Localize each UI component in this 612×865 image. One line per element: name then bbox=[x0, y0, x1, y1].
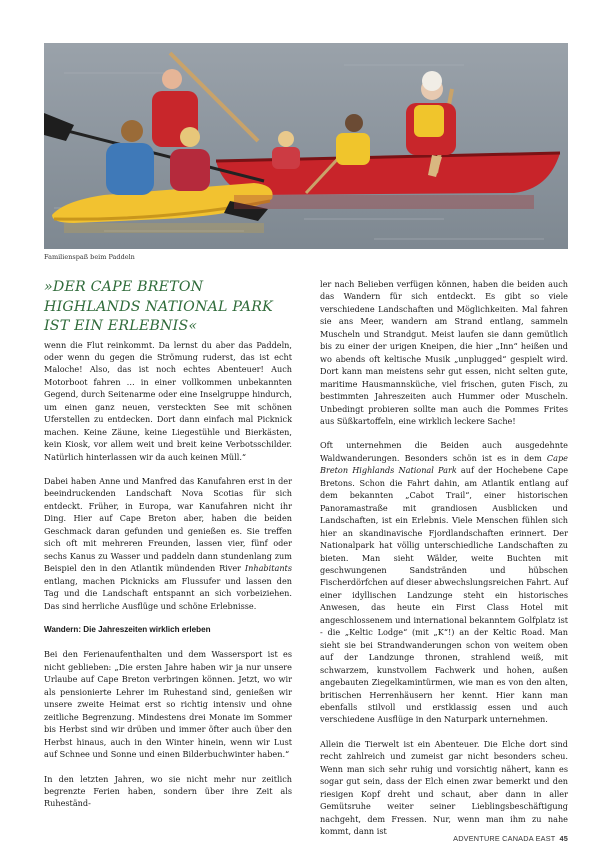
paragraph: In den letzten Jahren, wo sie nicht mehr nur zeitlich begrenzte Ferien haben, sondern über ihre Zeit als Ruheständ- bbox=[44, 773, 292, 809]
left-column bbox=[44, 278, 292, 822]
paragraph: Dabei haben Anne und Manfred das Kanufahren erst in der beeindruckenden Landschaft Nova Scotias für sich entdeckt. Früher, in Europa, war Kanufahren nicht ihr Ding. Hier auf Cape Breton aber, haben die beiden Geschmack daran gefunden und genießen es. Sie treffen sich oft mit mehreren Freunden, lassen vier, fünf oder sechs Kanus zu Wasser und paddeln dann stundenlang zum Beispiel den in den Atlantik mündenden River Inhabitants entlang, machen Picknicks am Flussufer und lassen den Tag und die Landschaft entspannt an sich vorbeiziehen. Das sind herrliche Ausflüge und schöne Erlebnisse. bbox=[44, 476, 292, 611]
paragraph: Bei den Ferienaufenthalten und dem Wassersport ist es nicht geblieben: „Die ersten Jahre haben wir ja nur unsere Urlaube auf Cape Breton verbringen können. Jetzt, wo wir als pensionierte Lehrer im Ruhestand sind, genießen wir unsere zweite Heimat erst so richtig intensiv und ohne zeitliche Begrenzung. Mindestens drei Monate im Sommer bis Herbst sind wir drüben und immer öfter auch über den Herbst hinaus, auch in den Winter hinein, wenn wir Lust auf Schnee und Sonne und einen Bilderbuchwinter haben.“ bbox=[44, 649, 292, 760]
paragraph: Allein die Tierwelt ist ein Abenteuer. Die Elche dort sind recht zahlreich und zumeist gar nicht besonders scheu. Wenn man sich sehr ruhig und vorsichtig nähert, kann es sogar gut sein, dass der Elch einen zwar bemerkt und den riesigen Kopf dreht und schaut, aber dann in aller Gemütsruhe weiter seiner Lieblingsbeschäftigung nachgeht, dem Fressen. Nur, wenn man ihm zu nahe kommt, dann ist bbox=[320, 738, 568, 837]
publication-name: ADVENTURE CANADA EAST bbox=[453, 834, 556, 843]
pull-quote: »DER CAPE BRETON HIGHLANDS NATIONAL PARK IST EIN ERLEBNIS« bbox=[44, 279, 273, 334]
paddling-photo bbox=[44, 43, 568, 249]
section-heading: Wandern: Die Jahreszeiten wirklich erleben bbox=[44, 625, 211, 635]
page-number: 45 bbox=[559, 834, 568, 843]
page-footer bbox=[453, 834, 568, 843]
paragraph: wenn die Flut reinkommt. Da lernst du aber das Paddeln, oder wenn du gegen die Strömung ruderst, das ist echt Maloche! Also, das ist noch echtes Abenteuer! Auch Motorboot fahren … in einer vollkommen unbekannten Gegend, durch Seitenarme oder eine Inselgruppe hindurch, um einen ganz neuen, versteckten See mit schönen Uferstellen zu entdecken. Dort dann einfach mal Picknick machen. Keine Zäune, keine Liegestühle und Bierkästen, kein Kiosk, vor allem weit und breit keine Verbotsschilder. Natürlich hinterlassen wir da auch keinen Müll.“ bbox=[44, 339, 292, 462]
paragraph: Oft unternehmen die Beiden auch ausgedehnte Waldwanderungen. Besonders schön ist es in dem Cape Breton Highlands National Park auf der Hochebene Cape Bretons. Schon die Fahrt dahin, am Atlantik entlang auf dem bekannten „Cabot Trail“, einer historischen Panoramastraße mit grandiosen Ausblicken und Landschaften, ist ein Erlebnis. Viele Menschen fühlen sich hier an skandinavische Fjordlandschaften erinnert. Der Nationalpark hat völlig unterschiedliche Landschaften zu bieten. Man sieht Wälder, weite Buchten mit geschwungenen Sandstränden und hübschen Fischerdörfchen auf dieser abwechslungsreichen Fahrt. Auf einer idyllischen Landzunge steht ein historisches Anwesen, das heute ein First Class Hotel mit angeschlossenem und international bekanntem Golfplatz ist - die „Keltic Lodge“ (mit „K“!) an der Keltic Road. Man sieht sie bei Strandwanderungen schon von weitem oben auf der Landzunge thronen, strahlend weiß, mit schwarzem, kunstvollem Fachwerk und hohen, außen angebauten Ziegelkamintürmen, wie man es von den alten, britischen Herrenhäusern her kennt. Hier kann man ebenfalls stilvoll und erstklassig essen und auch verschiedene Ausflüge in den Naturpark unternehmen. bbox=[320, 440, 569, 725]
right-column bbox=[320, 278, 568, 849]
photo-caption: Familienspaß beim Paddeln bbox=[44, 253, 135, 261]
paragraph: ler nach Belieben verfügen können, haben die beiden auch das Wandern für sich entdeckt. Es gibt so viele verschiedene Landschaften und Möglichkeiten. Mal fahren sie ans Meer, wandern am Strand entlang, sammeln Muscheln und Strandgut. Meist laufen sie dann gemütlich bis zu einer der urigen Kneipen, die hier „Inn“ heißen und wo abends oft keltische Musik „unplugged“ gespielt wird. Dort kann man meistens sehr gut essen, nicht selten gute, maritime Hausmannsküche, viel frischen, guten Fisch, zu bestimmten Jahreszeiten auch Hummer oder Muscheln. Unbedingt probieren sollte man auch die Pommes Frites aus Süßkartoffeln, eine wirklich leckere Sache! bbox=[320, 279, 568, 426]
